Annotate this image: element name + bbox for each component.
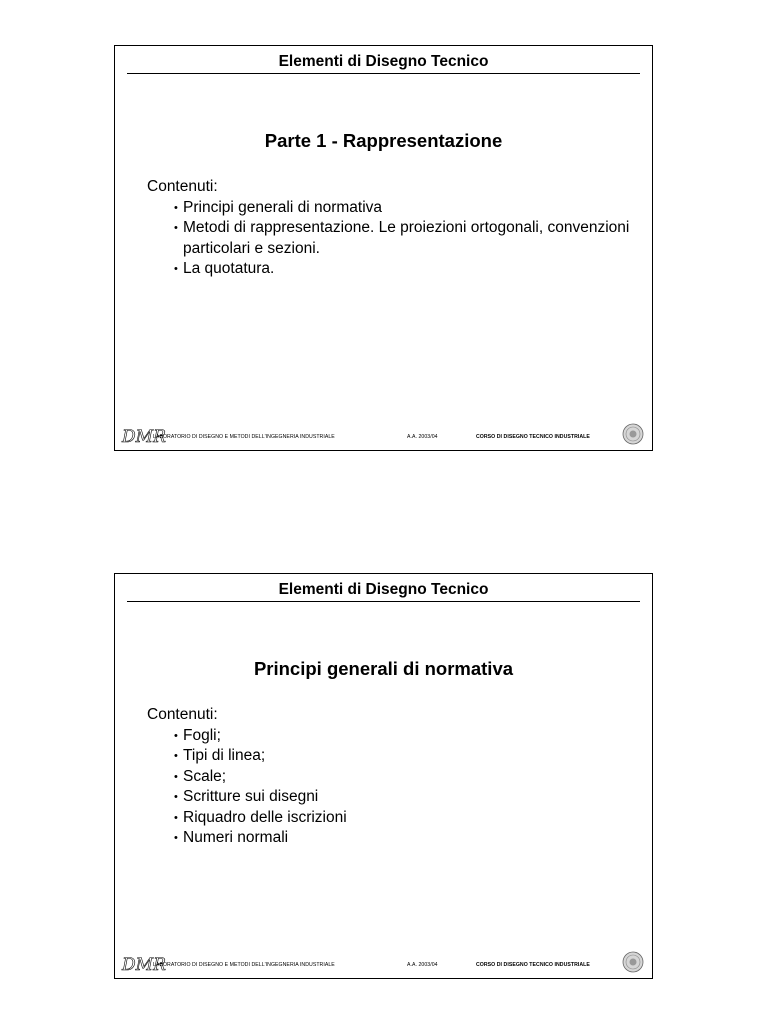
contents-label: Contenuti: [147,178,218,195]
list-item-text: La quotatura. [183,260,275,277]
logo-text: DMR [122,955,166,975]
bullet-icon: • [174,750,178,762]
list-item-text: Riquadro delle iscrizioni [183,808,347,826]
logo-text: DMR [122,427,166,447]
footer-lab: LABORATORIO DI DISEGNO E METODI DELL'INGEGNERIA INDUSTRIALE [153,434,335,440]
contents-section [147,177,636,280]
bullet-icon: • [174,729,178,742]
slide-footer [121,423,644,445]
bullet-icon: • [174,222,178,234]
slide-2 [114,573,653,979]
bullet-icon: • [174,201,178,214]
footer-course: CORSO DI DISEGNO TECNICO INDUSTRIALE [476,962,590,968]
university-seal-icon [622,951,644,973]
list-item-text: Numeri normali [183,829,289,846]
list-item-text: Principi generali di normativa [183,198,383,216]
contents-list [147,726,636,849]
list-item [174,808,636,829]
list-item-text: Tipi di linea; [183,747,266,764]
list-item-text: Scritture sui disegni [183,788,319,805]
contents-label: Contenuti: [147,706,218,723]
list-item-text: Metodi di rappresentazione. Le proiezioni ortogonali, convenzioni particolari e sezioni. [183,219,630,257]
dmr-logo-icon [121,423,166,447]
footer-year: A.A. 2003/04 [407,962,438,968]
list-item-text: Scale; [183,767,227,785]
bullet-icon: • [174,832,178,844]
list-item [174,259,636,280]
list-item [174,767,636,788]
contents-section [147,705,636,849]
footer-year: A.A. 2003/04 [407,434,438,440]
slide-title: Principi generali di normativa [253,658,514,679]
slide-1 [114,45,653,451]
slide-footer [121,951,644,973]
list-item-text: Fogli; [183,726,221,744]
slide-title: Parte 1 - Rappresentazione [264,130,503,151]
slide-header: Elementi di Disegno Tecnico [127,53,640,74]
footer-lab: LABORATORIO DI DISEGNO E METODI DELL'INGEGNERIA INDUSTRIALE [153,962,335,968]
footer-course: CORSO DI DISEGNO TECNICO INDUSTRIALE [476,434,590,440]
university-seal-icon [622,423,644,445]
dmr-logo-icon [121,951,166,975]
list-item [174,218,636,259]
list-item [174,726,636,747]
contents-list [147,198,636,280]
bullet-icon: • [174,791,178,803]
slide-header: Elementi di Disegno Tecnico [127,581,640,602]
list-item [174,746,636,767]
list-item [174,787,636,808]
list-item [174,198,636,219]
bullet-icon: • [174,263,178,275]
bullet-icon: • [174,811,178,824]
bullet-icon: • [174,770,178,783]
list-item [174,828,636,849]
